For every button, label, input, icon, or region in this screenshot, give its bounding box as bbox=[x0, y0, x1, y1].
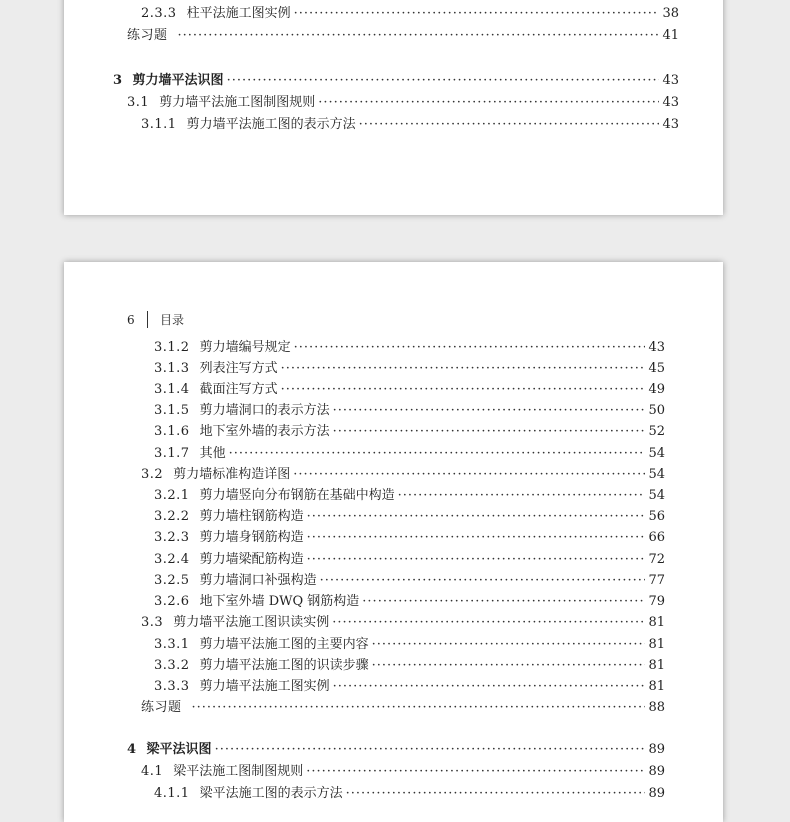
document-page-bottom bbox=[64, 262, 723, 822]
entry-title: 其他 bbox=[199, 446, 226, 461]
entry-page: 89 bbox=[648, 786, 665, 801]
toc-entry[interactable] bbox=[127, 25, 679, 46]
toc-entry[interactable] bbox=[154, 676, 665, 697]
toc-entry[interactable] bbox=[127, 92, 679, 113]
entry-page: 49 bbox=[648, 382, 665, 397]
entry-page: 56 bbox=[648, 509, 665, 524]
dot-leader bbox=[229, 443, 646, 464]
dot-leader bbox=[333, 676, 646, 697]
entry-number: 3.1.4 bbox=[154, 382, 190, 397]
header-divider bbox=[147, 311, 148, 328]
entry-number: 3.3 bbox=[141, 615, 164, 630]
dot-leader bbox=[320, 570, 646, 591]
toc-entry[interactable] bbox=[141, 3, 679, 24]
entry-title: 截面注写方式 bbox=[199, 382, 278, 397]
entry-page: 81 bbox=[648, 679, 665, 694]
entry-number: 3.1.6 bbox=[154, 424, 190, 439]
entry-number: 3.3.2 bbox=[154, 658, 190, 673]
dot-leader bbox=[318, 92, 659, 113]
toc-entry[interactable] bbox=[154, 570, 665, 591]
toc-entry[interactable] bbox=[154, 337, 665, 358]
entry-page: 50 bbox=[648, 403, 665, 418]
page-header bbox=[127, 311, 184, 328]
dot-leader bbox=[227, 70, 660, 91]
entry-page: 81 bbox=[648, 637, 665, 652]
document-page-top bbox=[64, 0, 723, 215]
entry-number: 练习题 bbox=[127, 28, 168, 43]
entry-title: 剪力墙平法施工图制图规则 bbox=[159, 95, 316, 110]
entry-page: 45 bbox=[648, 361, 665, 376]
toc-entry[interactable] bbox=[141, 612, 665, 633]
entry-page: 81 bbox=[648, 615, 665, 630]
entry-number: 3.1.3 bbox=[154, 361, 190, 376]
entry-page: 88 bbox=[648, 700, 665, 715]
entry-number: 3.1.5 bbox=[154, 403, 190, 418]
toc-entry[interactable] bbox=[141, 761, 665, 782]
dot-leader bbox=[307, 506, 646, 527]
dot-leader bbox=[306, 761, 645, 782]
dot-leader bbox=[281, 358, 646, 379]
entry-number: 4 bbox=[127, 742, 137, 757]
entry-title: 剪力墙平法施工图的主要内容 bbox=[199, 637, 369, 652]
entry-title: 地下室外墙的表示方法 bbox=[199, 424, 330, 439]
entry-title: 剪力墙平法施工图的表示方法 bbox=[186, 117, 356, 132]
dot-leader bbox=[307, 527, 646, 548]
toc-entry[interactable] bbox=[154, 358, 665, 379]
toc-entry[interactable] bbox=[154, 591, 665, 612]
toc-entry[interactable] bbox=[141, 464, 665, 485]
toc-entry[interactable] bbox=[154, 485, 665, 506]
entry-title: 地下室外墙 DWQ 钢筋构造 bbox=[199, 594, 360, 609]
entry-title: 列表注写方式 bbox=[199, 361, 278, 376]
dot-leader bbox=[333, 421, 646, 442]
entry-page: 66 bbox=[648, 530, 665, 545]
toc-entry[interactable] bbox=[154, 443, 665, 464]
dot-leader bbox=[372, 634, 646, 655]
page-number: 6 bbox=[127, 312, 135, 327]
entry-title: 剪力墙标准构造详图 bbox=[173, 467, 291, 482]
entry-page: 43 bbox=[648, 340, 665, 355]
entry-page: 54 bbox=[648, 488, 665, 503]
entry-number: 3.2.2 bbox=[154, 509, 190, 524]
toc-entry[interactable] bbox=[154, 634, 665, 655]
entry-title: 剪力墙柱钢筋构造 bbox=[199, 509, 304, 524]
entry-title: 剪力墙编号规定 bbox=[199, 340, 291, 355]
toc-entry[interactable] bbox=[154, 421, 665, 442]
toc-entry[interactable] bbox=[154, 527, 665, 548]
toc-entry[interactable] bbox=[154, 400, 665, 421]
entry-page: 43 bbox=[662, 117, 679, 132]
entry-number: 3.2.4 bbox=[154, 552, 190, 567]
toc-entry[interactable] bbox=[141, 697, 665, 718]
dot-leader bbox=[359, 114, 660, 135]
entry-title: 剪力墙平法识图 bbox=[132, 73, 224, 88]
entry-page: 43 bbox=[662, 95, 679, 110]
dot-leader bbox=[372, 655, 646, 676]
entry-number: 3.1.1 bbox=[141, 117, 177, 132]
toc-entry[interactable] bbox=[154, 655, 665, 676]
entry-number: 3.1 bbox=[127, 95, 150, 110]
dot-leader bbox=[294, 337, 646, 358]
dot-leader bbox=[215, 739, 646, 760]
entry-number: 3.2.5 bbox=[154, 573, 190, 588]
entry-page: 52 bbox=[648, 424, 665, 439]
toc-entry[interactable] bbox=[154, 549, 665, 570]
toc-entry[interactable] bbox=[154, 783, 665, 804]
entry-title: 梁平法施工图制图规则 bbox=[173, 764, 304, 779]
entry-number: 练习题 bbox=[141, 700, 182, 715]
dot-leader bbox=[192, 697, 646, 718]
entry-page: 38 bbox=[662, 6, 679, 21]
entry-number: 3.2 bbox=[141, 467, 164, 482]
dot-leader bbox=[346, 783, 646, 804]
entry-page: 79 bbox=[648, 594, 665, 609]
entry-page: 43 bbox=[662, 73, 679, 88]
entry-number: 3.3.1 bbox=[154, 637, 190, 652]
entry-number: 3.1.2 bbox=[154, 340, 190, 355]
entry-number: 3.2.1 bbox=[154, 488, 190, 503]
entry-number: 3.3.3 bbox=[154, 679, 190, 694]
dot-leader bbox=[362, 591, 645, 612]
entry-title: 柱平法施工图实例 bbox=[186, 6, 291, 21]
entry-title: 剪力墙平法施工图实例 bbox=[199, 679, 330, 694]
entry-page: 81 bbox=[648, 658, 665, 673]
entry-number: 3.2.6 bbox=[154, 594, 190, 609]
dot-leader bbox=[293, 464, 645, 485]
entry-page: 89 bbox=[648, 742, 665, 757]
dot-leader bbox=[398, 485, 646, 506]
entry-number: 3.1.7 bbox=[154, 446, 190, 461]
entry-title: 剪力墙竖向分布钢筋在基础中构造 bbox=[199, 488, 395, 503]
entry-number: 4.1.1 bbox=[154, 786, 190, 801]
entry-number: 4.1 bbox=[141, 764, 164, 779]
entry-number: 3.2.3 bbox=[154, 530, 190, 545]
entry-title: 梁平法施工图的表示方法 bbox=[199, 786, 343, 801]
entry-number: 3 bbox=[113, 73, 123, 88]
dot-leader bbox=[307, 549, 646, 570]
entry-title: 剪力墙身钢筋构造 bbox=[199, 530, 304, 545]
entry-number: 2.3.3 bbox=[141, 6, 177, 21]
entry-title: 剪力墙平法施工图识读实例 bbox=[173, 615, 330, 630]
toc-entry[interactable] bbox=[113, 70, 679, 91]
entry-page: 89 bbox=[648, 764, 665, 779]
toc-entry[interactable] bbox=[154, 379, 665, 400]
toc-entry[interactable] bbox=[154, 506, 665, 527]
header-section-title: 目录 bbox=[160, 313, 185, 327]
dot-leader bbox=[294, 3, 660, 24]
toc-entry[interactable] bbox=[141, 114, 679, 135]
entry-title: 剪力墙平法施工图的识读步骤 bbox=[199, 658, 369, 673]
dot-leader bbox=[178, 25, 660, 46]
dot-leader bbox=[333, 400, 646, 421]
entry-title: 剪力墙洞口补强构造 bbox=[199, 573, 317, 588]
dot-leader bbox=[281, 379, 646, 400]
entry-page: 41 bbox=[662, 28, 679, 43]
entry-title: 梁平法识图 bbox=[146, 742, 212, 757]
dot-leader bbox=[332, 612, 645, 633]
entry-page: 77 bbox=[648, 573, 665, 588]
entry-title: 剪力墙梁配筋构造 bbox=[199, 552, 304, 567]
entry-page: 72 bbox=[648, 552, 665, 567]
entry-page: 54 bbox=[648, 446, 665, 461]
entry-page: 54 bbox=[648, 467, 665, 482]
toc-entry[interactable] bbox=[127, 739, 665, 760]
entry-title: 剪力墙洞口的表示方法 bbox=[199, 403, 330, 418]
